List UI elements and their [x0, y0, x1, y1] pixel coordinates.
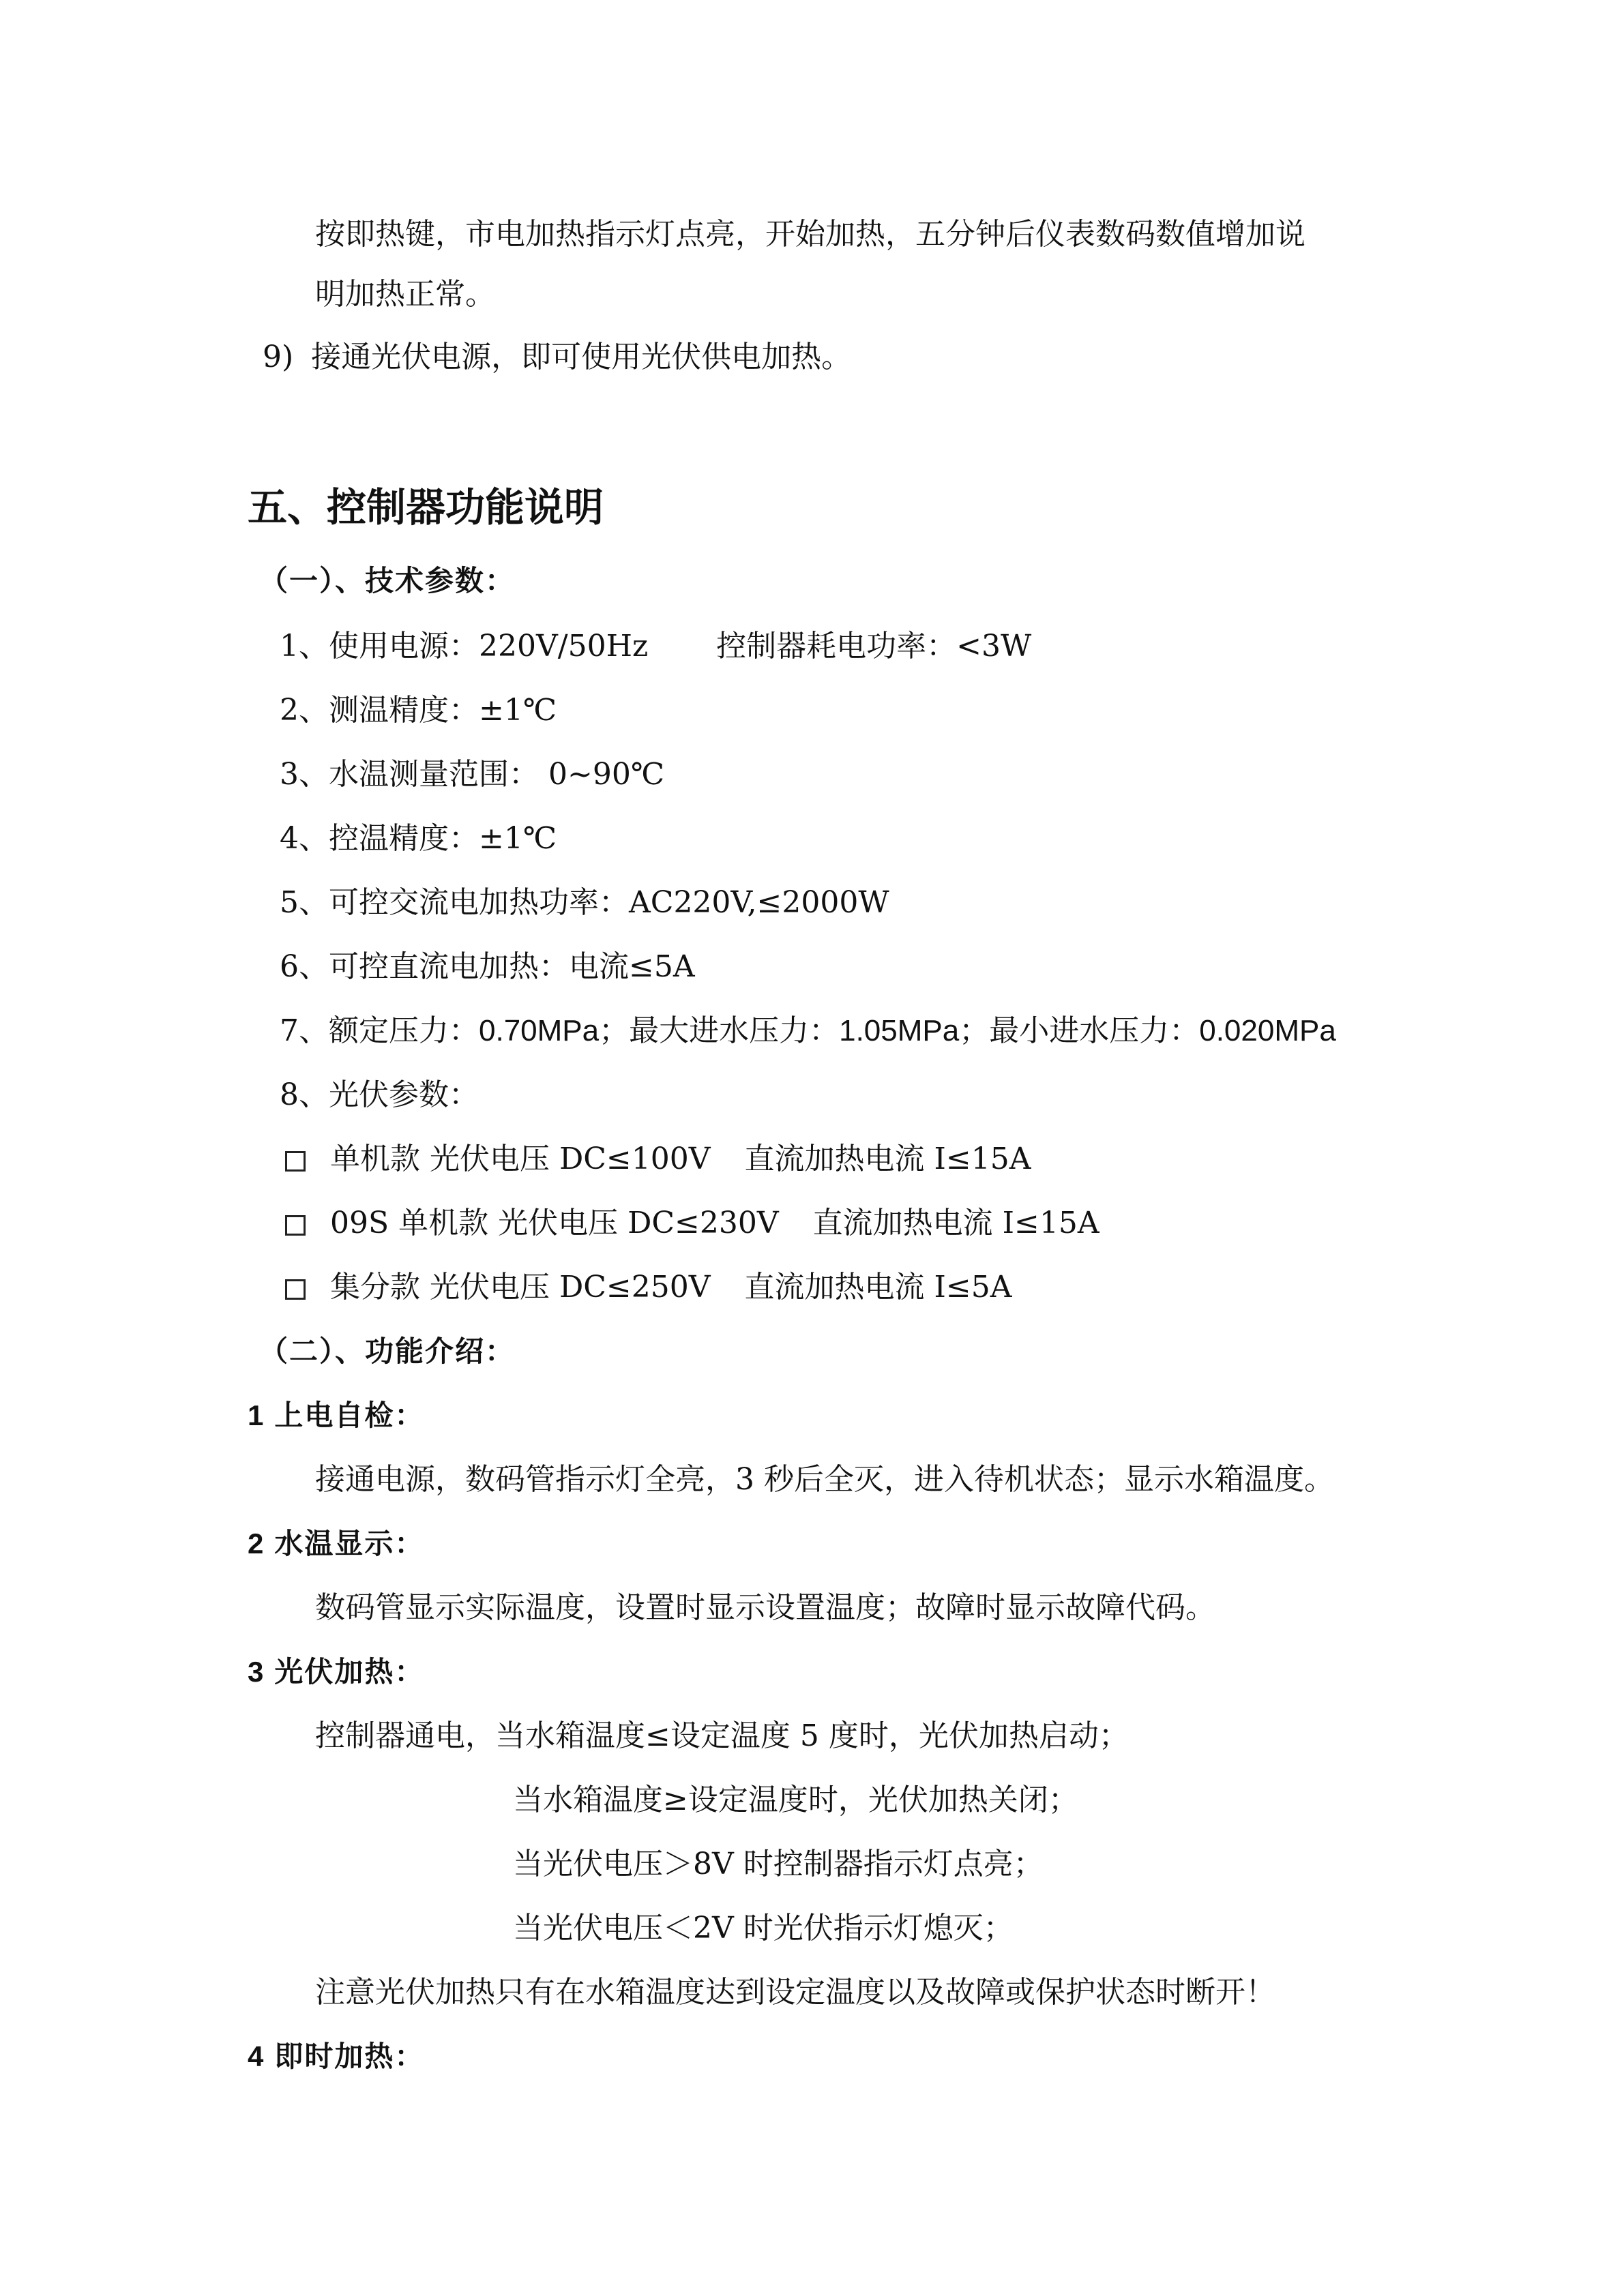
func-heading: （二）、功能介绍： — [259, 1335, 516, 1368]
intro-line-2: 明加热正常。 — [315, 277, 495, 312]
func-3-line-1: 控制器通电，当水箱温度≤设定温度 5 度时，光伏加热启动； — [315, 1718, 1129, 1753]
intro-line-1: 按即热键，市电加热指示灯点亮，开始加热，五分钟后仪表数码数值增加说 — [315, 217, 1305, 252]
checkbox-icon — [285, 1279, 306, 1300]
list-item-9 — [263, 337, 851, 378]
param-2: 2、测温精度：±1℃ — [280, 693, 557, 728]
param-6: 6、可控直流电加热：电流≤5A — [280, 949, 695, 984]
func-3-note: 注意光伏加热只有在水箱温度达到设定温度以及故障或保护状态时断开！ — [315, 1975, 1275, 2010]
checkbox-icon — [285, 1151, 306, 1172]
func-3-line-4: 当光伏电压＜2V 时光伏指示灯熄灭； — [513, 1911, 1014, 1945]
param-8: 8、光伏参数： — [280, 1077, 479, 1112]
func-2-text: 数码管显示实际温度，设置时显示设置温度；故障时显示故障代码。 — [315, 1590, 1215, 1625]
func-3-heading: 3 光伏加热： — [248, 1655, 425, 1688]
list-item-number: 9) — [263, 340, 294, 374]
param-1: 1、使用电源：220V/50Hz 控制器耗电功率：<3W — [280, 629, 1032, 664]
checkbox-icon — [285, 1215, 306, 1236]
func-1-text: 接通电源，数码管指示灯全亮，3 秒后全灭，进入待机状态；显示水箱温度。 — [315, 1462, 1334, 1497]
param-3: 3、水温测量范围： 0~90℃ — [280, 757, 665, 792]
func-3-line-3: 当光伏电压＞8V 时控制器指示灯点亮； — [513, 1847, 1044, 1881]
section-title: 五、控制器功能说明 — [248, 484, 604, 531]
pv-option-3: 集分款 光伏电压 DC≤250V 直流加热电流 I≤5A — [285, 1267, 1012, 1308]
param-4: 4、控温精度：±1℃ — [280, 821, 557, 856]
func-1-heading: 1 上电自检： — [248, 1399, 425, 1432]
pv-option-2: 09S 单机款 光伏电压 DC≤230V 直流加热电流 I≤15A — [285, 1203, 1099, 1244]
func-3-line-2: 当水箱温度≥设定温度时，光伏加热关闭； — [513, 1783, 1078, 1817]
param-7: 7、额定压力：0.70MPa；最大进水压力：1.05MPa；最小进水压力：0.020MPa — [280, 1013, 1336, 1048]
func-4-heading: 4 即时加热： — [248, 2040, 425, 2073]
list-item-text: 接通光伏电源，即可使用光伏供电加热。 — [311, 340, 852, 374]
tech-params-heading: （一）、技术参数： — [259, 564, 516, 597]
param-5: 5、可控交流电加热功率：AC220V,≤2000W — [280, 885, 889, 920]
pv-option-1: 单机款 光伏电压 DC≤100V 直流加热电流 I≤15A — [285, 1139, 1031, 1180]
func-2-heading: 2 水温显示： — [248, 1527, 425, 1560]
